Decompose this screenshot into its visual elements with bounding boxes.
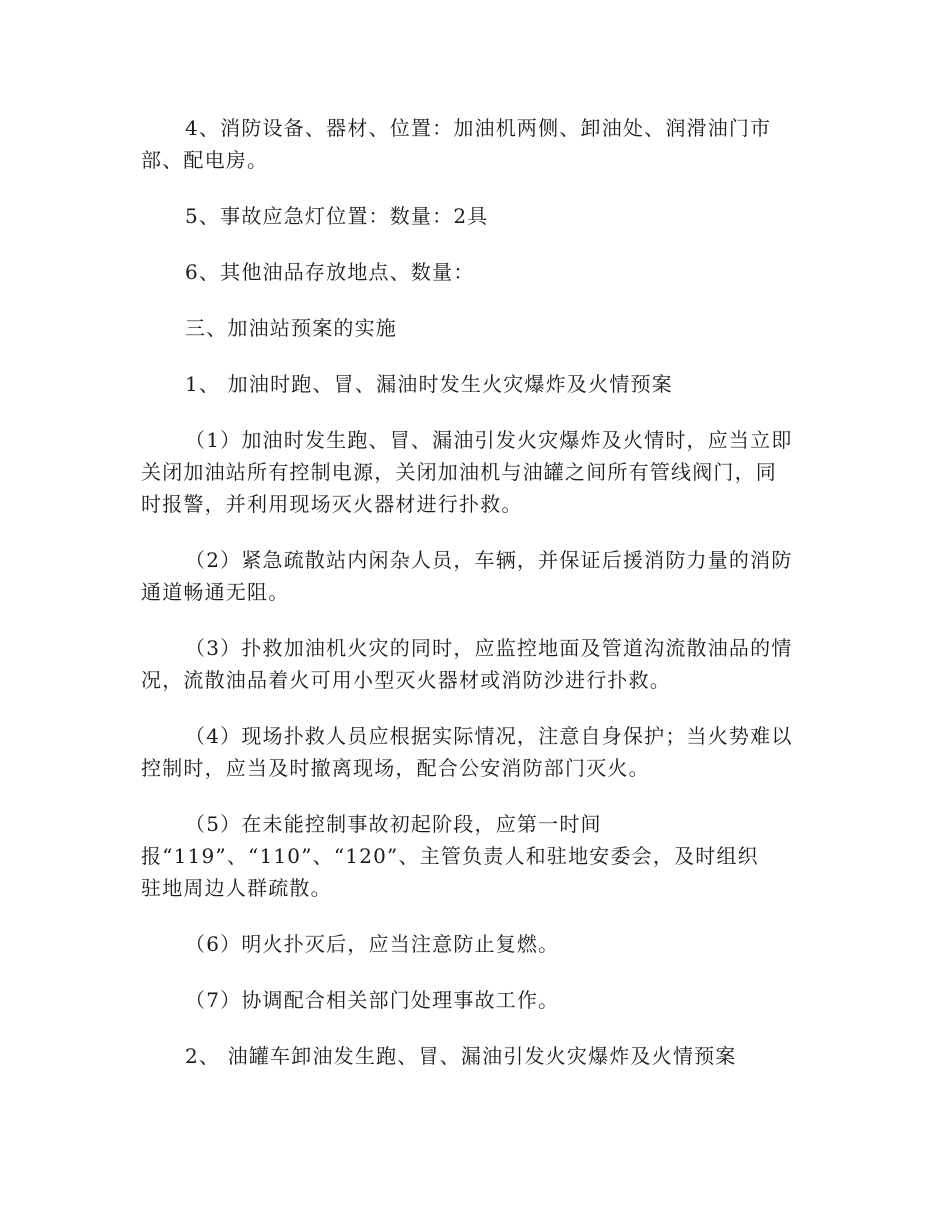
- paragraph-other-oil-storage: [141, 256, 809, 288]
- text-line: 6、其他油品存放地点、数量：: [185, 260, 475, 284]
- text-line: 况，流散油品着火可用小型灭火器材或消防沙进行扑救。: [141, 668, 671, 692]
- text-line: （5）在未能控制事故初起阶段，应第一时间: [185, 812, 602, 836]
- text-line: 驻地周边人群疏散。: [141, 876, 332, 900]
- subheading-tanker-unloading-fire-plan: [141, 1040, 809, 1072]
- paragraph-item-2: [141, 544, 809, 608]
- document-body: [141, 112, 809, 1096]
- paragraph-item-6: [141, 928, 809, 960]
- text-line: 三、加油站预案的实施: [185, 316, 397, 340]
- text-line: 控制时，应当及时撤离现场，配合公安消防部门灭火。: [141, 756, 650, 780]
- paragraph-item-7: [141, 984, 809, 1016]
- text-line: 部、配电房。: [141, 148, 269, 172]
- paragraph-item-1: [141, 424, 809, 520]
- paragraph-item-5: [141, 808, 809, 904]
- paragraph-item-4: [141, 720, 809, 784]
- text-line: 4、消防设备、器材、位置：加油机两侧、卸油处、润滑油门市: [185, 116, 772, 140]
- text-line: 2、 油罐车卸油发生跑、冒、漏油引发火灾爆炸及火情预案: [185, 1044, 737, 1068]
- text-line: 关闭加油站所有控制电源，关闭加油机与油罐之间所有管线阀门，同: [141, 460, 777, 484]
- text-line: （3）扑救加油机火灾的同时，应监控地面及管道沟流散油品的情: [185, 636, 793, 660]
- text-line: 1、 加油时跑、冒、漏油时发生火灾爆炸及火情预案: [185, 372, 673, 396]
- text-line: 时报警，并利用现场灭火器材进行扑救。: [141, 492, 523, 516]
- subheading-refueling-fire-plan: [141, 368, 809, 400]
- text-line: （1）加油时发生跑、冒、漏油引发火灾爆炸及火情时，应当立即: [185, 428, 793, 452]
- paragraph-fire-equipment: [141, 112, 809, 176]
- paragraph-item-3: [141, 632, 809, 696]
- text-line: （7）协调配合相关部门处理事故工作。: [185, 988, 560, 1012]
- paragraph-emergency-light: [141, 200, 809, 232]
- text-line: 报“119”、“110”、“120”、主管负责人和驻地安委会，及时组织: [141, 844, 759, 868]
- text-line: （6）明火扑灭后，应当注意防止复燃。: [185, 932, 560, 956]
- text-line: （2）紧急疏散站内闲杂人员，车辆，并保证后援消防力量的消防: [185, 548, 793, 572]
- text-line: （4）现场扑救人员应根据实际情况，注意自身保护；当火势难以: [185, 724, 793, 748]
- text-line: 通道畅通无阻。: [141, 580, 290, 604]
- text-line: 5、事故应急灯位置：数量：2具: [185, 204, 489, 228]
- section-heading-plan-implementation: [141, 312, 809, 344]
